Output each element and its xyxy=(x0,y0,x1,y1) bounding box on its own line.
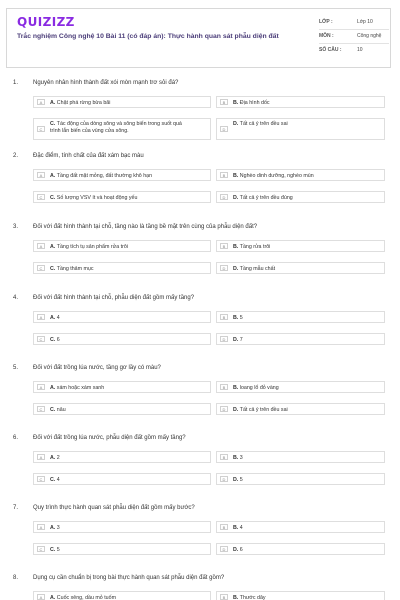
answer-option-c[interactable] xyxy=(33,191,211,203)
option-letter-box: D xyxy=(220,336,228,342)
answer-option-c[interactable] xyxy=(33,473,211,485)
question-number: 7. xyxy=(13,505,19,511)
answer-option-a[interactable] xyxy=(33,451,211,463)
option-body: 4 xyxy=(56,314,60,321)
question-4 xyxy=(0,295,400,355)
worksheet-header xyxy=(6,8,391,68)
option-letter-box: B xyxy=(220,524,228,530)
option-letter-box: A xyxy=(37,454,45,460)
option-label: D. xyxy=(233,121,239,127)
option-text xyxy=(50,595,116,600)
option-body: Số lượng VSV ít và hoạt động yếu xyxy=(56,194,138,201)
option-body: Tầng thảm mục xyxy=(56,265,94,272)
answer-option-a[interactable] xyxy=(33,96,211,108)
answer-option-d[interactable] xyxy=(216,191,385,203)
question-text: Đối với đất trồng lúa nước, tầng gơ lầy có màu? xyxy=(33,365,161,371)
meta-key: MÔN : xyxy=(319,33,334,39)
option-body: Địa hình dốc xyxy=(239,99,270,106)
meta-key: LỚP : xyxy=(319,19,333,25)
question-text: Nguyên nhân hình thành đất xói mòn mạnh trơ sỏi đá? xyxy=(33,80,179,86)
answer-option-d[interactable] xyxy=(216,262,385,274)
option-letter-box: D xyxy=(220,476,228,482)
option-body: 7 xyxy=(239,336,243,343)
option-label: C. xyxy=(50,265,56,272)
meta-table xyxy=(319,16,389,57)
option-text xyxy=(233,195,293,201)
answer-option-a[interactable] xyxy=(33,381,211,393)
option-letter-box: D xyxy=(220,406,228,412)
option-letter-box: C xyxy=(37,126,45,132)
option-text xyxy=(233,121,373,128)
answer-option-a[interactable] xyxy=(33,240,211,252)
answer-option-d[interactable] xyxy=(216,333,385,345)
option-body: Tất cả ý trên đều sai xyxy=(239,406,288,413)
option-text xyxy=(50,477,60,483)
option-text xyxy=(50,173,152,179)
option-body: Thước dây xyxy=(239,594,266,600)
answer-option-b[interactable] xyxy=(216,169,385,181)
question-number: 8. xyxy=(13,575,19,581)
option-label: A. xyxy=(50,384,56,391)
option-letter-box: A xyxy=(37,384,45,390)
option-letter-box: A xyxy=(37,594,45,600)
answer-option-b[interactable] xyxy=(216,521,385,533)
worksheet-title: Trắc nghiệm Công nghệ 10 Bài 11 (có đáp án): Thực hành quan sát phẫu diện đất xyxy=(17,33,279,40)
option-letter-box: D xyxy=(220,265,228,271)
option-letter-box: C xyxy=(37,546,45,552)
meta-row-question-count xyxy=(319,44,389,57)
option-body: 5 xyxy=(56,546,60,553)
option-label: A. xyxy=(50,99,56,106)
meta-row-class xyxy=(319,16,389,30)
question-text: Đối với đất hình thành tại chỗ, tầng nào là tầng bề mặt trên cùng của phẫu diện đất? xyxy=(33,224,258,230)
question-text: Đối với đất hình thành tại chỗ, phẫu diện đất gồm mấy tầng? xyxy=(33,295,195,301)
option-letter-box: A xyxy=(37,314,45,320)
question-number: 3. xyxy=(13,224,19,230)
option-letter-box: C xyxy=(37,476,45,482)
option-letter-box: B xyxy=(220,243,228,249)
option-label: D. xyxy=(233,476,239,483)
option-letter-box: B xyxy=(220,314,228,320)
option-label: D. xyxy=(233,265,239,272)
option-label: A. xyxy=(50,172,56,179)
answer-option-a[interactable] xyxy=(33,169,211,181)
option-text xyxy=(233,337,243,343)
option-label: A. xyxy=(50,524,56,531)
option-body: nâu xyxy=(56,406,66,413)
option-text xyxy=(50,195,137,201)
option-label: C. xyxy=(50,121,56,127)
question-number: 4. xyxy=(13,295,19,301)
option-label: C. xyxy=(50,406,56,413)
option-text xyxy=(233,315,243,321)
answer-option-c[interactable] xyxy=(33,403,211,415)
option-text xyxy=(50,100,110,106)
option-label: B. xyxy=(233,243,239,250)
answer-option-b[interactable] xyxy=(216,591,385,600)
option-letter-box: D xyxy=(220,126,228,132)
option-text xyxy=(50,525,60,531)
option-body: 3 xyxy=(56,524,60,531)
option-letter-box: D xyxy=(220,194,228,200)
option-text xyxy=(233,244,270,250)
meta-value: Công nghệ xyxy=(357,33,382,39)
option-text xyxy=(233,477,243,483)
answer-option-c[interactable] xyxy=(33,118,211,140)
option-label: A. xyxy=(50,454,56,461)
option-label: D. xyxy=(233,406,239,413)
option-letter-box: A xyxy=(37,172,45,178)
question-number: 6. xyxy=(13,435,19,441)
answer-option-d[interactable] xyxy=(216,543,385,555)
option-text xyxy=(233,525,243,531)
question-1 xyxy=(0,80,400,140)
meta-value: Lớp 10 xyxy=(357,19,373,25)
answer-option-b[interactable] xyxy=(216,311,385,323)
question-number: 1. xyxy=(13,80,19,86)
option-body: loang lổ đỏ vàng xyxy=(239,384,279,391)
option-letter-box: C xyxy=(37,336,45,342)
option-body: Tầng rửa trôi xyxy=(239,243,271,250)
option-body: 4 xyxy=(56,476,60,483)
option-body: Tầng mẫu chất xyxy=(239,265,276,272)
option-text xyxy=(233,595,266,600)
option-body: Tác động của dòng sông và sông biển trong suốt quá trình lắn biến của vùng cửa sông. xyxy=(50,121,182,134)
quizizz-logo: QUIZIZZ xyxy=(17,15,75,29)
option-letter-box: C xyxy=(37,194,45,200)
question-3 xyxy=(0,224,400,284)
option-letter-box: B xyxy=(220,594,228,600)
question-text: Đối với đất trồng lúa nước, phẫu diện đất gồm mấy tầng? xyxy=(33,435,186,441)
option-text xyxy=(50,121,190,135)
meta-key: SỐ CÂU : xyxy=(319,47,342,53)
question-2 xyxy=(0,153,400,213)
option-text xyxy=(233,266,275,272)
option-text xyxy=(50,455,60,461)
option-text xyxy=(233,173,314,179)
answer-option-a[interactable] xyxy=(33,311,211,323)
option-text xyxy=(50,315,60,321)
meta-value: 10 xyxy=(357,47,363,53)
option-body: 3 xyxy=(239,454,243,461)
answer-option-c[interactable] xyxy=(33,543,211,555)
option-body: 6 xyxy=(56,336,60,343)
option-text xyxy=(50,547,60,553)
option-body: Tầng tích tụ sản phẩm rửa trôi xyxy=(56,243,128,250)
option-body: 4 xyxy=(239,524,243,531)
option-letter-box: A xyxy=(37,99,45,105)
option-label: D. xyxy=(233,336,239,343)
question-text: Dụng cụ cần chuẩn bị trong bài thực hành quan sát phẫu diện đất gồm? xyxy=(33,575,225,581)
option-label: C. xyxy=(50,336,56,343)
option-body: 5 xyxy=(239,476,243,483)
option-letter-box: B xyxy=(220,99,228,105)
option-letter-box: C xyxy=(37,265,45,271)
question-5 xyxy=(0,365,400,425)
option-text xyxy=(50,244,128,250)
option-text xyxy=(50,337,60,343)
option-letter-box: B xyxy=(220,172,228,178)
option-body: Tất cả ý trên đều sai xyxy=(239,121,288,127)
option-text xyxy=(233,547,243,553)
option-label: D. xyxy=(233,546,239,553)
answer-option-b[interactable] xyxy=(216,451,385,463)
option-label: A. xyxy=(50,243,56,250)
option-body: 5 xyxy=(239,314,243,321)
answer-option-c[interactable] xyxy=(33,262,211,274)
answer-option-b[interactable] xyxy=(216,96,385,108)
option-body: xám hoặc xám xanh xyxy=(56,384,105,391)
answer-option-b[interactable] xyxy=(216,381,385,393)
question-6 xyxy=(0,435,400,495)
option-body: Cuốc xẻng, dầu mỏ tuốm xyxy=(56,594,116,600)
option-label: B. xyxy=(233,594,239,600)
answer-option-a[interactable] xyxy=(33,591,211,600)
answer-option-d[interactable] xyxy=(216,473,385,485)
option-body: 6 xyxy=(239,546,243,553)
option-label: A. xyxy=(50,314,56,321)
option-letter-box: D xyxy=(220,546,228,552)
option-letter-box: B xyxy=(220,384,228,390)
option-text xyxy=(50,407,66,413)
option-label: B. xyxy=(233,99,239,106)
option-label: C. xyxy=(50,546,56,553)
option-label: C. xyxy=(50,476,56,483)
question-text: Đặc điểm, tính chất của đất xám bạc màu xyxy=(33,153,144,159)
option-body: Tất cả ý trên đều đúng xyxy=(239,194,293,201)
meta-row-subject xyxy=(319,30,389,44)
option-text xyxy=(233,455,243,461)
option-label: B. xyxy=(233,524,239,531)
question-number: 5. xyxy=(13,365,19,371)
option-label: B. xyxy=(233,454,239,461)
question-8 xyxy=(0,575,400,600)
option-label: B. xyxy=(233,314,239,321)
question-number: 2. xyxy=(13,153,19,159)
option-body: Tầng đất mặt mỏng, đất thường khô hạn xyxy=(56,172,153,179)
answer-option-c[interactable] xyxy=(33,333,211,345)
question-text: Quy trình thực hành quan sát phẫu diện đất gồm mấy bước? xyxy=(33,505,195,511)
answer-option-d[interactable] xyxy=(216,118,385,140)
option-body: 2 xyxy=(56,454,60,461)
option-label: C. xyxy=(50,194,56,201)
option-body: Nghèo dinh dưỡng, nghèo mùn xyxy=(239,172,314,179)
option-label: B. xyxy=(233,172,239,179)
option-label: A. xyxy=(50,594,56,600)
answer-option-b[interactable] xyxy=(216,240,385,252)
option-text xyxy=(233,100,270,106)
option-letter-box: C xyxy=(37,406,45,412)
option-letter-box: A xyxy=(37,524,45,530)
option-label: B. xyxy=(233,384,239,391)
option-body: Chặt phá rừng bừa bãi xyxy=(56,99,111,106)
option-label: D. xyxy=(233,194,239,201)
option-text xyxy=(50,266,94,272)
option-letter-box: A xyxy=(37,243,45,249)
option-letter-box: B xyxy=(220,454,228,460)
answer-option-d[interactable] xyxy=(216,403,385,415)
answer-option-a[interactable] xyxy=(33,521,211,533)
option-text xyxy=(50,385,104,391)
option-text xyxy=(233,407,288,413)
option-text xyxy=(233,385,279,391)
question-7 xyxy=(0,505,400,565)
